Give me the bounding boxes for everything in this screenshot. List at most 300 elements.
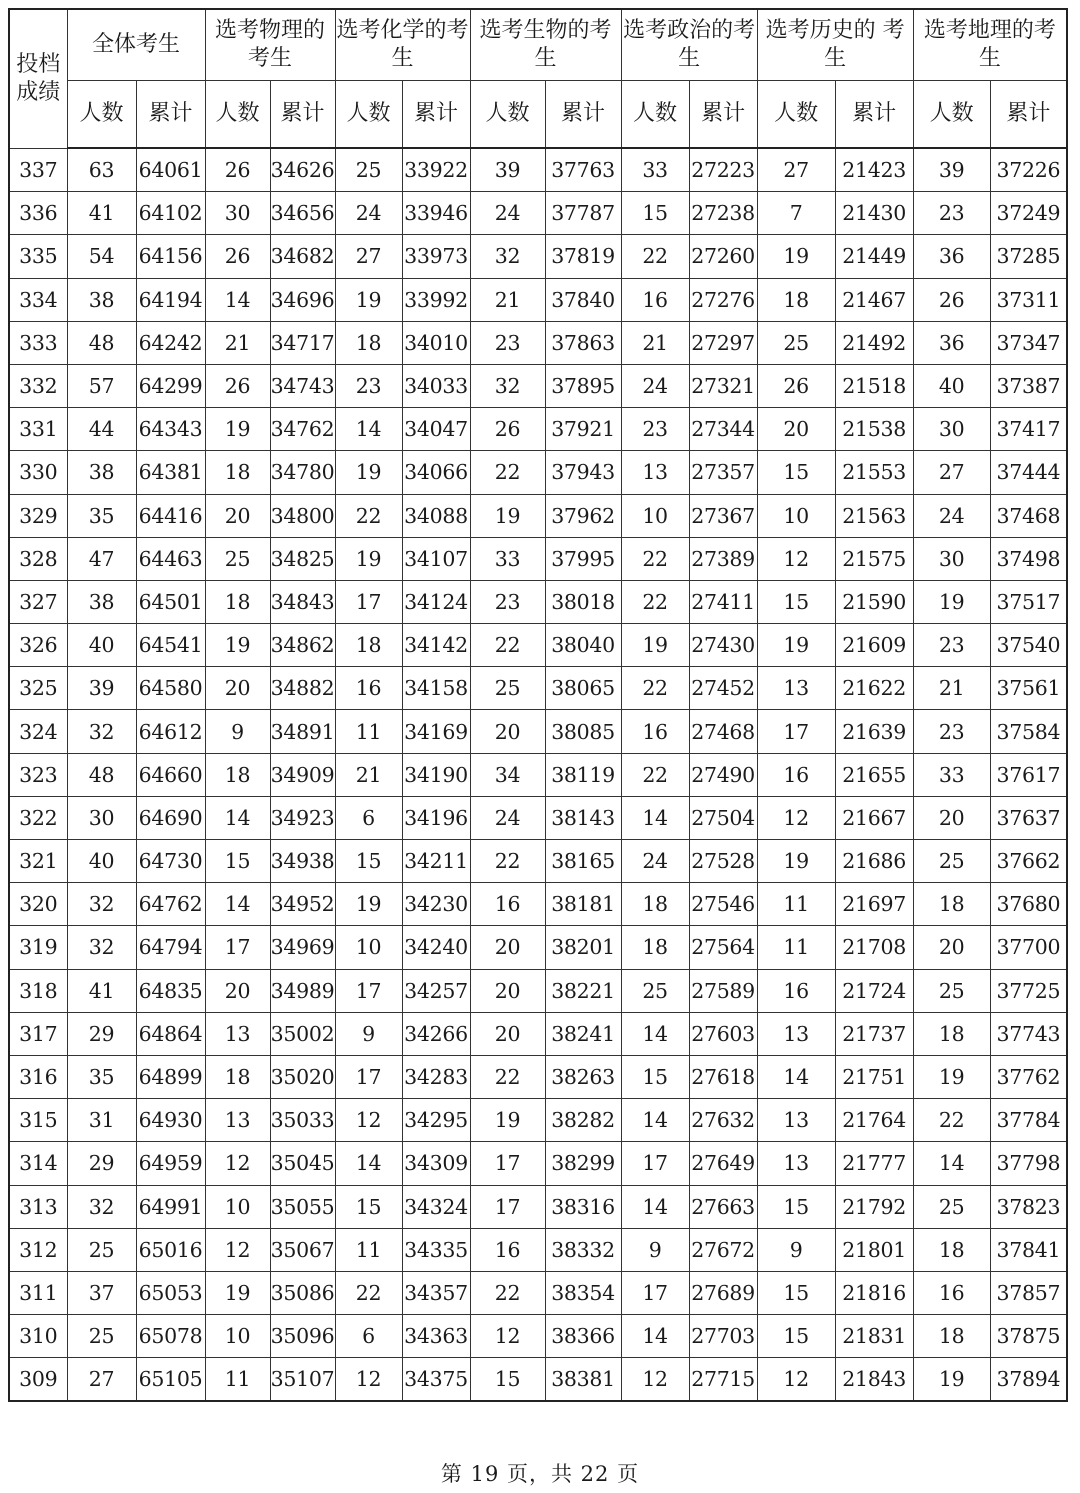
count-cell: 32	[67, 883, 136, 926]
cumulative-cell: 64660	[136, 753, 205, 796]
cumulative-cell: 34825	[270, 537, 335, 580]
count-cell: 32	[67, 710, 136, 753]
cumulative-cell: 38065	[545, 667, 621, 710]
cumulative-cell: 37285	[990, 235, 1067, 278]
score-cell: 317	[9, 1012, 67, 1055]
count-cell: 39	[470, 148, 545, 192]
cumulative-cell: 21492	[835, 321, 913, 364]
count-cell: 17	[335, 969, 402, 1012]
count-cell: 24	[621, 364, 689, 407]
count-cell: 20	[757, 408, 835, 451]
count-cell: 18	[913, 1228, 990, 1271]
count-cell: 18	[205, 753, 270, 796]
count-cell: 6	[335, 1315, 402, 1358]
cumulative-cell: 64794	[136, 926, 205, 969]
count-cell: 20	[470, 710, 545, 753]
count-cell: 14	[757, 1055, 835, 1098]
cumulative-cell: 64762	[136, 883, 205, 926]
cumulative-cell: 34762	[270, 408, 335, 451]
cumulative-cell: 27297	[689, 321, 757, 364]
cumulative-cell: 33992	[402, 278, 470, 321]
cumulative-header: 累计	[545, 81, 621, 149]
count-cell: 37	[67, 1271, 136, 1314]
cumulative-cell: 34682	[270, 235, 335, 278]
group-header-history: 选考历史的 考生	[757, 9, 913, 81]
cumulative-cell: 34266	[402, 1012, 470, 1055]
page-footer: 第 19 页，共 22 页	[440, 1462, 640, 1486]
count-cell: 14	[621, 1185, 689, 1228]
cumulative-cell: 37743	[990, 1012, 1067, 1055]
cumulative-cell: 37498	[990, 537, 1067, 580]
cumulative-cell: 38165	[545, 840, 621, 883]
count-cell: 10	[335, 926, 402, 969]
count-cell: 22	[621, 537, 689, 580]
cumulative-cell: 38119	[545, 753, 621, 796]
count-cell: 24	[335, 192, 402, 235]
count-cell: 27	[335, 235, 402, 278]
score-cell: 335	[9, 235, 67, 278]
count-cell: 24	[470, 192, 545, 235]
cumulative-cell: 37875	[990, 1315, 1067, 1358]
cumulative-cell: 64156	[136, 235, 205, 278]
count-cell: 20	[205, 969, 270, 1012]
cumulative-cell: 27663	[689, 1185, 757, 1228]
cumulative-cell: 27589	[689, 969, 757, 1012]
cumulative-cell: 21655	[835, 753, 913, 796]
group-header-chemistry: 选考化学的考生	[335, 9, 470, 81]
count-cell: 25	[913, 969, 990, 1012]
cumulative-header: 累计	[835, 81, 913, 149]
score-cell: 315	[9, 1099, 67, 1142]
cumulative-cell: 34862	[270, 624, 335, 667]
cumulative-cell: 38366	[545, 1315, 621, 1358]
count-cell: 17	[621, 1142, 689, 1185]
cumulative-cell: 34656	[270, 192, 335, 235]
cumulative-cell: 38201	[545, 926, 621, 969]
header-group-row	[9, 9, 1067, 81]
count-cell: 38	[67, 451, 136, 494]
count-cell: 15	[205, 840, 270, 883]
count-cell: 33	[913, 753, 990, 796]
count-cell: 25	[757, 321, 835, 364]
cumulative-cell: 27618	[689, 1055, 757, 1098]
cumulative-cell: 27344	[689, 408, 757, 451]
table-row	[9, 494, 1067, 537]
table-row	[9, 580, 1067, 623]
score-cell: 320	[9, 883, 67, 926]
count-cell: 26	[470, 408, 545, 451]
cumulative-cell: 64959	[136, 1142, 205, 1185]
cumulative-cell: 37841	[990, 1228, 1067, 1271]
cumulative-cell: 64194	[136, 278, 205, 321]
count-cell: 15	[335, 840, 402, 883]
cumulative-cell: 37962	[545, 494, 621, 537]
count-cell: 16	[913, 1271, 990, 1314]
table-row	[9, 451, 1067, 494]
group-header-geography: 选考地理的考生	[913, 9, 1067, 81]
score-cell: 313	[9, 1185, 67, 1228]
count-cell: 25	[470, 667, 545, 710]
cumulative-cell: 21777	[835, 1142, 913, 1185]
score-cell: 333	[9, 321, 67, 364]
cumulative-cell: 21831	[835, 1315, 913, 1358]
count-cell: 12	[757, 537, 835, 580]
count-cell: 27	[67, 1358, 136, 1402]
cumulative-cell: 21724	[835, 969, 913, 1012]
cumulative-cell: 34010	[402, 321, 470, 364]
count-cell: 25	[913, 840, 990, 883]
table-row	[9, 408, 1067, 451]
count-cell: 54	[67, 235, 136, 278]
cumulative-cell: 21430	[835, 192, 913, 235]
cumulative-cell: 34107	[402, 537, 470, 580]
count-cell: 41	[67, 969, 136, 1012]
cumulative-cell: 34066	[402, 451, 470, 494]
cumulative-cell: 21553	[835, 451, 913, 494]
count-cell: 26	[205, 235, 270, 278]
cumulative-cell: 34923	[270, 796, 335, 839]
table-header	[9, 9, 1067, 148]
cumulative-cell: 21816	[835, 1271, 913, 1314]
cumulative-cell: 34169	[402, 710, 470, 753]
cumulative-cell: 27430	[689, 624, 757, 667]
cumulative-cell: 38085	[545, 710, 621, 753]
cumulative-cell: 38354	[545, 1271, 621, 1314]
count-cell: 25	[913, 1185, 990, 1228]
count-cell: 22	[621, 580, 689, 623]
cumulative-cell: 65016	[136, 1228, 205, 1271]
cumulative-cell: 37943	[545, 451, 621, 494]
group-header-biology: 选考生物的考生	[470, 9, 621, 81]
count-cell: 17	[470, 1185, 545, 1228]
table-row	[9, 710, 1067, 753]
score-cell: 332	[9, 364, 67, 407]
cumulative-cell: 37417	[990, 408, 1067, 451]
count-cell: 13	[757, 667, 835, 710]
count-cell: 26	[205, 364, 270, 407]
cumulative-cell: 37787	[545, 192, 621, 235]
count-cell: 19	[757, 624, 835, 667]
count-cell: 10	[621, 494, 689, 537]
score-column-header: 投档成绩	[9, 9, 67, 148]
cumulative-cell: 21423	[835, 148, 913, 192]
cumulative-cell: 27389	[689, 537, 757, 580]
cumulative-cell: 34891	[270, 710, 335, 753]
cumulative-header: 累计	[990, 81, 1067, 149]
cumulative-cell: 64690	[136, 796, 205, 839]
cumulative-header: 累计	[270, 81, 335, 149]
table-row	[9, 1358, 1067, 1402]
cumulative-cell: 38040	[545, 624, 621, 667]
count-cell: 18	[621, 883, 689, 926]
count-cell: 16	[470, 883, 545, 926]
cumulative-cell: 27321	[689, 364, 757, 407]
cumulative-cell: 34938	[270, 840, 335, 883]
count-cell: 16	[621, 710, 689, 753]
cumulative-cell: 38181	[545, 883, 621, 926]
group-header-all: 全体考生	[67, 9, 205, 81]
score-cell: 316	[9, 1055, 67, 1098]
group-header-politics: 选考政治的考生	[621, 9, 757, 81]
score-distribution-table	[8, 8, 1068, 1402]
count-cell: 27	[913, 451, 990, 494]
score-cell: 334	[9, 278, 67, 321]
cumulative-cell: 27260	[689, 235, 757, 278]
cumulative-cell: 37921	[545, 408, 621, 451]
cumulative-cell: 34295	[402, 1099, 470, 1142]
cumulative-cell: 27238	[689, 192, 757, 235]
count-cell: 14	[335, 408, 402, 451]
count-cell: 25	[205, 537, 270, 580]
cumulative-cell: 64730	[136, 840, 205, 883]
cumulative-cell: 34909	[270, 753, 335, 796]
count-cell: 25	[621, 969, 689, 1012]
count-cell: 23	[335, 364, 402, 407]
table-row	[9, 1271, 1067, 1314]
count-cell: 41	[67, 192, 136, 235]
count-cell: 44	[67, 408, 136, 451]
score-cell: 323	[9, 753, 67, 796]
count-cell: 18	[757, 278, 835, 321]
score-cell: 327	[9, 580, 67, 623]
cumulative-cell: 64930	[136, 1099, 205, 1142]
count-cell: 18	[335, 321, 402, 364]
count-cell: 11	[205, 1358, 270, 1402]
cumulative-cell: 21518	[835, 364, 913, 407]
count-header: 人数	[67, 81, 136, 149]
cumulative-cell: 38143	[545, 796, 621, 839]
cumulative-cell: 21639	[835, 710, 913, 753]
cumulative-cell: 37995	[545, 537, 621, 580]
count-cell: 38	[67, 278, 136, 321]
table-row	[9, 1228, 1067, 1271]
count-cell: 19	[335, 537, 402, 580]
count-cell: 16	[757, 969, 835, 1012]
cumulative-cell: 34882	[270, 667, 335, 710]
cumulative-cell: 33922	[402, 148, 470, 192]
cumulative-cell: 35107	[270, 1358, 335, 1402]
count-cell: 48	[67, 753, 136, 796]
count-cell: 11	[335, 1228, 402, 1271]
cumulative-cell: 34257	[402, 969, 470, 1012]
header-sub-row	[9, 81, 1067, 149]
cumulative-cell: 34843	[270, 580, 335, 623]
count-cell: 12	[335, 1099, 402, 1142]
cumulative-cell: 27715	[689, 1358, 757, 1402]
count-cell: 34	[470, 753, 545, 796]
count-cell: 15	[757, 1315, 835, 1358]
cumulative-cell: 34800	[270, 494, 335, 537]
count-cell: 7	[757, 192, 835, 235]
cumulative-cell: 34989	[270, 969, 335, 1012]
count-cell: 57	[67, 364, 136, 407]
cumulative-cell: 35067	[270, 1228, 335, 1271]
cumulative-cell: 37894	[990, 1358, 1067, 1402]
cumulative-cell: 37798	[990, 1142, 1067, 1185]
count-cell: 13	[205, 1012, 270, 1055]
score-cell: 328	[9, 537, 67, 580]
cumulative-cell: 37637	[990, 796, 1067, 839]
cumulative-cell: 37857	[990, 1271, 1067, 1314]
count-cell: 40	[67, 624, 136, 667]
cumulative-cell: 38282	[545, 1099, 621, 1142]
cumulative-cell: 34780	[270, 451, 335, 494]
count-cell: 19	[757, 235, 835, 278]
count-cell: 20	[470, 1012, 545, 1055]
count-cell: 20	[205, 667, 270, 710]
table-row	[9, 235, 1067, 278]
cumulative-cell: 64580	[136, 667, 205, 710]
cumulative-cell: 38332	[545, 1228, 621, 1271]
count-cell: 22	[621, 235, 689, 278]
count-cell: 24	[470, 796, 545, 839]
table-row	[9, 883, 1067, 926]
cumulative-cell: 64299	[136, 364, 205, 407]
cumulative-cell: 64835	[136, 969, 205, 1012]
cumulative-cell: 34196	[402, 796, 470, 839]
cumulative-cell: 64381	[136, 451, 205, 494]
count-cell: 26	[205, 148, 270, 192]
cumulative-cell: 34626	[270, 148, 335, 192]
cumulative-cell: 34696	[270, 278, 335, 321]
count-cell: 21	[470, 278, 545, 321]
count-cell: 17	[335, 580, 402, 623]
score-cell: 326	[9, 624, 67, 667]
count-cell: 19	[913, 1055, 990, 1098]
table-row	[9, 969, 1067, 1012]
count-cell: 18	[621, 926, 689, 969]
cumulative-cell: 21538	[835, 408, 913, 451]
count-cell: 15	[470, 1358, 545, 1402]
count-cell: 19	[205, 408, 270, 451]
cumulative-cell: 21737	[835, 1012, 913, 1055]
table-row	[9, 278, 1067, 321]
count-cell: 14	[205, 883, 270, 926]
count-cell: 26	[757, 364, 835, 407]
table-row	[9, 1012, 1067, 1055]
cumulative-header: 累计	[689, 81, 757, 149]
cumulative-cell: 34717	[270, 321, 335, 364]
cumulative-header: 累计	[136, 81, 205, 149]
count-cell: 33	[470, 537, 545, 580]
cumulative-cell: 27490	[689, 753, 757, 796]
count-cell: 27	[757, 148, 835, 192]
cumulative-cell: 64612	[136, 710, 205, 753]
cumulative-cell: 37347	[990, 321, 1067, 364]
count-header: 人数	[335, 81, 402, 149]
cumulative-cell: 27632	[689, 1099, 757, 1142]
count-cell: 23	[913, 624, 990, 667]
cumulative-cell: 27276	[689, 278, 757, 321]
cumulative-cell: 34375	[402, 1358, 470, 1402]
cumulative-cell: 35086	[270, 1271, 335, 1314]
count-cell: 30	[913, 537, 990, 580]
count-cell: 9	[757, 1228, 835, 1271]
table-row	[9, 796, 1067, 839]
cumulative-cell: 21467	[835, 278, 913, 321]
count-cell: 15	[621, 192, 689, 235]
count-cell: 15	[757, 1185, 835, 1228]
count-cell: 32	[470, 235, 545, 278]
count-cell: 19	[335, 278, 402, 321]
cumulative-cell: 37823	[990, 1185, 1067, 1228]
score-cell: 309	[9, 1358, 67, 1402]
cumulative-cell: 34211	[402, 840, 470, 883]
count-cell: 11	[757, 926, 835, 969]
count-cell: 14	[205, 278, 270, 321]
count-header: 人数	[913, 81, 990, 149]
count-cell: 19	[913, 580, 990, 623]
count-cell: 14	[621, 1315, 689, 1358]
count-cell: 25	[335, 148, 402, 192]
cumulative-cell: 64061	[136, 148, 205, 192]
cumulative-cell: 21697	[835, 883, 913, 926]
count-cell: 9	[205, 710, 270, 753]
count-cell: 19	[205, 624, 270, 667]
count-cell: 20	[205, 494, 270, 537]
count-cell: 30	[913, 408, 990, 451]
count-header: 人数	[621, 81, 689, 149]
count-cell: 19	[621, 624, 689, 667]
count-header: 人数	[757, 81, 835, 149]
score-cell: 329	[9, 494, 67, 537]
cumulative-cell: 21563	[835, 494, 913, 537]
table-row	[9, 537, 1067, 580]
count-cell: 9	[621, 1228, 689, 1271]
cumulative-cell: 27504	[689, 796, 757, 839]
cumulative-cell: 35002	[270, 1012, 335, 1055]
count-cell: 18	[913, 1315, 990, 1358]
cumulative-cell: 34240	[402, 926, 470, 969]
cumulative-cell: 64899	[136, 1055, 205, 1098]
count-cell: 18	[913, 1012, 990, 1055]
cumulative-cell: 27411	[689, 580, 757, 623]
cumulative-cell: 64501	[136, 580, 205, 623]
count-cell: 63	[67, 148, 136, 192]
count-cell: 17	[757, 710, 835, 753]
count-cell: 23	[470, 580, 545, 623]
count-cell: 35	[67, 494, 136, 537]
table-row	[9, 1099, 1067, 1142]
cumulative-cell: 21843	[835, 1358, 913, 1402]
cumulative-cell: 34969	[270, 926, 335, 969]
count-cell: 13	[621, 451, 689, 494]
cumulative-cell: 38263	[545, 1055, 621, 1098]
count-cell: 20	[470, 969, 545, 1012]
count-cell: 14	[621, 1099, 689, 1142]
cumulative-cell: 21449	[835, 235, 913, 278]
count-cell: 33	[621, 148, 689, 192]
cumulative-cell: 37763	[545, 148, 621, 192]
cumulative-cell: 37617	[990, 753, 1067, 796]
count-cell: 14	[913, 1142, 990, 1185]
count-cell: 12	[205, 1228, 270, 1271]
count-cell: 15	[335, 1185, 402, 1228]
count-cell: 25	[67, 1228, 136, 1271]
count-cell: 29	[67, 1012, 136, 1055]
count-cell: 15	[621, 1055, 689, 1098]
cumulative-cell: 37387	[990, 364, 1067, 407]
cumulative-cell: 27528	[689, 840, 757, 883]
count-cell: 17	[335, 1055, 402, 1098]
count-cell: 38	[67, 580, 136, 623]
count-cell: 19	[335, 883, 402, 926]
count-cell: 40	[67, 840, 136, 883]
cumulative-cell: 37762	[990, 1055, 1067, 1098]
cumulative-cell: 37700	[990, 926, 1067, 969]
count-cell: 21	[621, 321, 689, 364]
cumulative-cell: 33973	[402, 235, 470, 278]
